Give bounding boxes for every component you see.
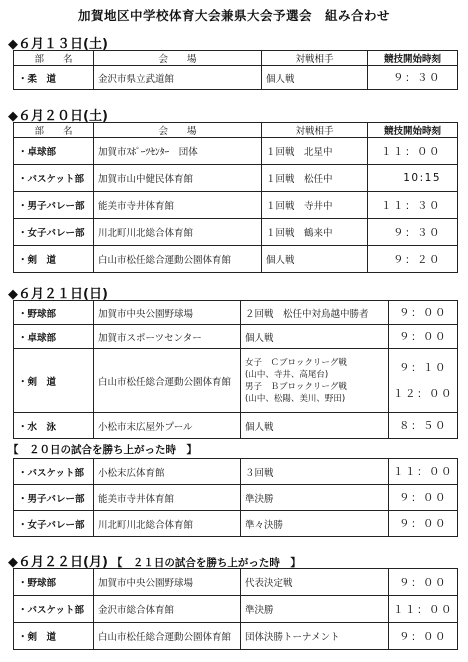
table-row (14, 459, 458, 485)
venue-cell: 金沢市総合体育館 (94, 596, 241, 623)
header-venue: 会 場 (94, 51, 262, 66)
schedule-table (13, 568, 458, 650)
opponent-cell: 準決勝 (241, 485, 389, 511)
time-cell: ９：３０ (368, 219, 458, 246)
time-line: ９：１０ (399, 361, 447, 374)
opponent-cell: １回戦 寺井中 (262, 192, 368, 219)
opponent-cell: １回戦 松任中 (262, 165, 368, 192)
event-cell: ・卓球部 (14, 325, 94, 349)
opponent-cell: 準決勝 (241, 596, 389, 623)
venue-cell: 白山市松任総合運動公園体育館 (94, 623, 241, 650)
event-cell: ・野球部 (14, 301, 94, 325)
venue-cell: 能美市寺井体育館 (94, 485, 241, 511)
table-row (14, 485, 458, 511)
section-note: 【 ２１日の試合を勝ち上がった時 】 (111, 557, 301, 569)
event-cell: ・野球部 (14, 569, 94, 596)
event-cell: ・バスケット部 (14, 459, 94, 485)
venue-cell: 川北町川北総合体育館 (94, 511, 241, 537)
header-opponent: 対戦相手 (262, 123, 368, 138)
event-cell: ・女子バレー部 (14, 219, 94, 246)
opponent-cell: 代表決定戦 (241, 569, 389, 596)
opponent-cell: 団体決勝トーナメント (241, 623, 389, 650)
opponent-cell: ３回戦 (241, 459, 389, 485)
time-cell (389, 349, 458, 413)
table-row (14, 219, 458, 246)
schedule-table (13, 122, 458, 273)
opponent-line: 男子 Ｂブロックリーグ戦 (245, 381, 347, 392)
time-line: １２：００ (393, 387, 453, 400)
day-heading: ◆６月２０日(土) (8, 109, 108, 124)
opponent-line: (山中、松陽、美川、野田) (245, 393, 346, 404)
venue-cell: 加賀市中央公園野球場 (94, 569, 241, 596)
day-heading: ◆６月２１日(日) (8, 287, 108, 302)
time-cell: ８：５０ (389, 413, 458, 439)
time-cell: １１：００ (389, 596, 458, 623)
venue-cell: 小松末広体育館 (94, 459, 241, 485)
venue-cell: 小松市末広屋外プール (94, 413, 241, 439)
event-cell: ・剣 道 (14, 349, 94, 413)
time-cell: ９：００ (389, 511, 458, 537)
schedule-table (13, 458, 458, 537)
page-title: 加賀地区中学校体育大会兼県大会予選会 組み合わせ (77, 8, 390, 23)
table-row (14, 165, 458, 192)
time-cell: １１：３０ (368, 192, 458, 219)
opponent-line: (山中、寺井、高尾台) (245, 369, 329, 380)
table-row (14, 413, 458, 439)
venue-cell: 加賀市山中健民体育館 (94, 165, 262, 192)
time-cell: １１：００ (368, 138, 458, 165)
table-row (14, 301, 458, 325)
section-note: 【 ２０日の試合を勝ち上がった時 】 (8, 444, 197, 456)
opponent-cell: １回戦 北星中 (262, 138, 368, 165)
time-cell: ９：２０ (368, 246, 458, 273)
opponent-cell: 準々決勝 (241, 511, 389, 537)
header-time: 競技開始時刻 (368, 123, 458, 138)
header-event: 部 名 (14, 51, 94, 66)
table-row (14, 66, 458, 90)
header-event: 部 名 (14, 123, 94, 138)
time-cell: ９：００ (389, 623, 458, 650)
venue-cell: 能美市寺井体育館 (94, 192, 262, 219)
event-cell: ・水 泳 (14, 413, 94, 439)
time-cell: １１：００ (389, 459, 458, 485)
event-cell: ・バスケット部 (14, 165, 94, 192)
event-cell: ・男子バレー部 (14, 485, 94, 511)
header-time: 競技開始時刻 (368, 51, 458, 66)
event-cell: ・バスケット部 (14, 596, 94, 623)
opponent-cell: 個人戦 (241, 325, 389, 349)
event-cell: ・剣 道 (14, 246, 94, 273)
time-cell: ９：００ (389, 569, 458, 596)
table-row (14, 349, 458, 413)
table-row (14, 511, 458, 537)
table-row (14, 138, 458, 165)
table-row (14, 325, 458, 349)
opponent-cell: 個人戦 (241, 413, 389, 439)
venue-cell: 加賀市スポーツセンター (94, 325, 241, 349)
day-label: ◆６月２２日(月) (8, 555, 108, 570)
opponent-cell: 個人戦 (262, 246, 368, 273)
event-cell: ・男子バレー部 (14, 192, 94, 219)
venue-cell: 加賀市中央公園野球場 (94, 301, 241, 325)
table-row (14, 623, 458, 650)
header-opponent: 対戦相手 (262, 51, 368, 66)
table-row (14, 192, 458, 219)
venue-cell: 金沢市県立武道館 (94, 66, 262, 90)
time-cell: 10:15 (368, 165, 458, 192)
event-cell: ・女子バレー部 (14, 511, 94, 537)
event-cell: ・卓球部 (14, 138, 94, 165)
time-cell: ９：００ (389, 485, 458, 511)
opponent-cell: ２回戦 松任中対鳥越中勝者 (241, 301, 389, 325)
time-cell: ９：００ (389, 325, 458, 349)
venue-cell: 白山市松任総合運動公園体育館 (94, 246, 262, 273)
table-row (14, 569, 458, 596)
venue-cell: 川北町川北総合体育館 (94, 219, 262, 246)
header-venue: 会 場 (94, 123, 262, 138)
venue-cell: 白山市松任総合運動公園体育館 (94, 349, 241, 413)
time-cell: ９：３０ (368, 66, 458, 90)
table-row (14, 246, 458, 273)
event-cell: ・柔 道 (14, 66, 94, 90)
venue-cell: 加賀市ｽﾎﾟｰﾂｾﾝﾀｰ 団体 (94, 138, 262, 165)
table-row (14, 596, 458, 623)
event-cell: ・剣 道 (14, 623, 94, 650)
schedule-table (13, 300, 458, 439)
opponent-cell: 個人戦 (262, 66, 368, 90)
day-heading: ◆６月１３日(土) (8, 37, 108, 52)
opponent-cell (241, 349, 389, 413)
opponent-cell: １回戦 鶴来中 (262, 219, 368, 246)
time-cell: ９：００ (389, 301, 458, 325)
schedule-table (13, 50, 458, 90)
opponent-line: 女子 Ｃブロックリーグ戦 (245, 357, 347, 368)
